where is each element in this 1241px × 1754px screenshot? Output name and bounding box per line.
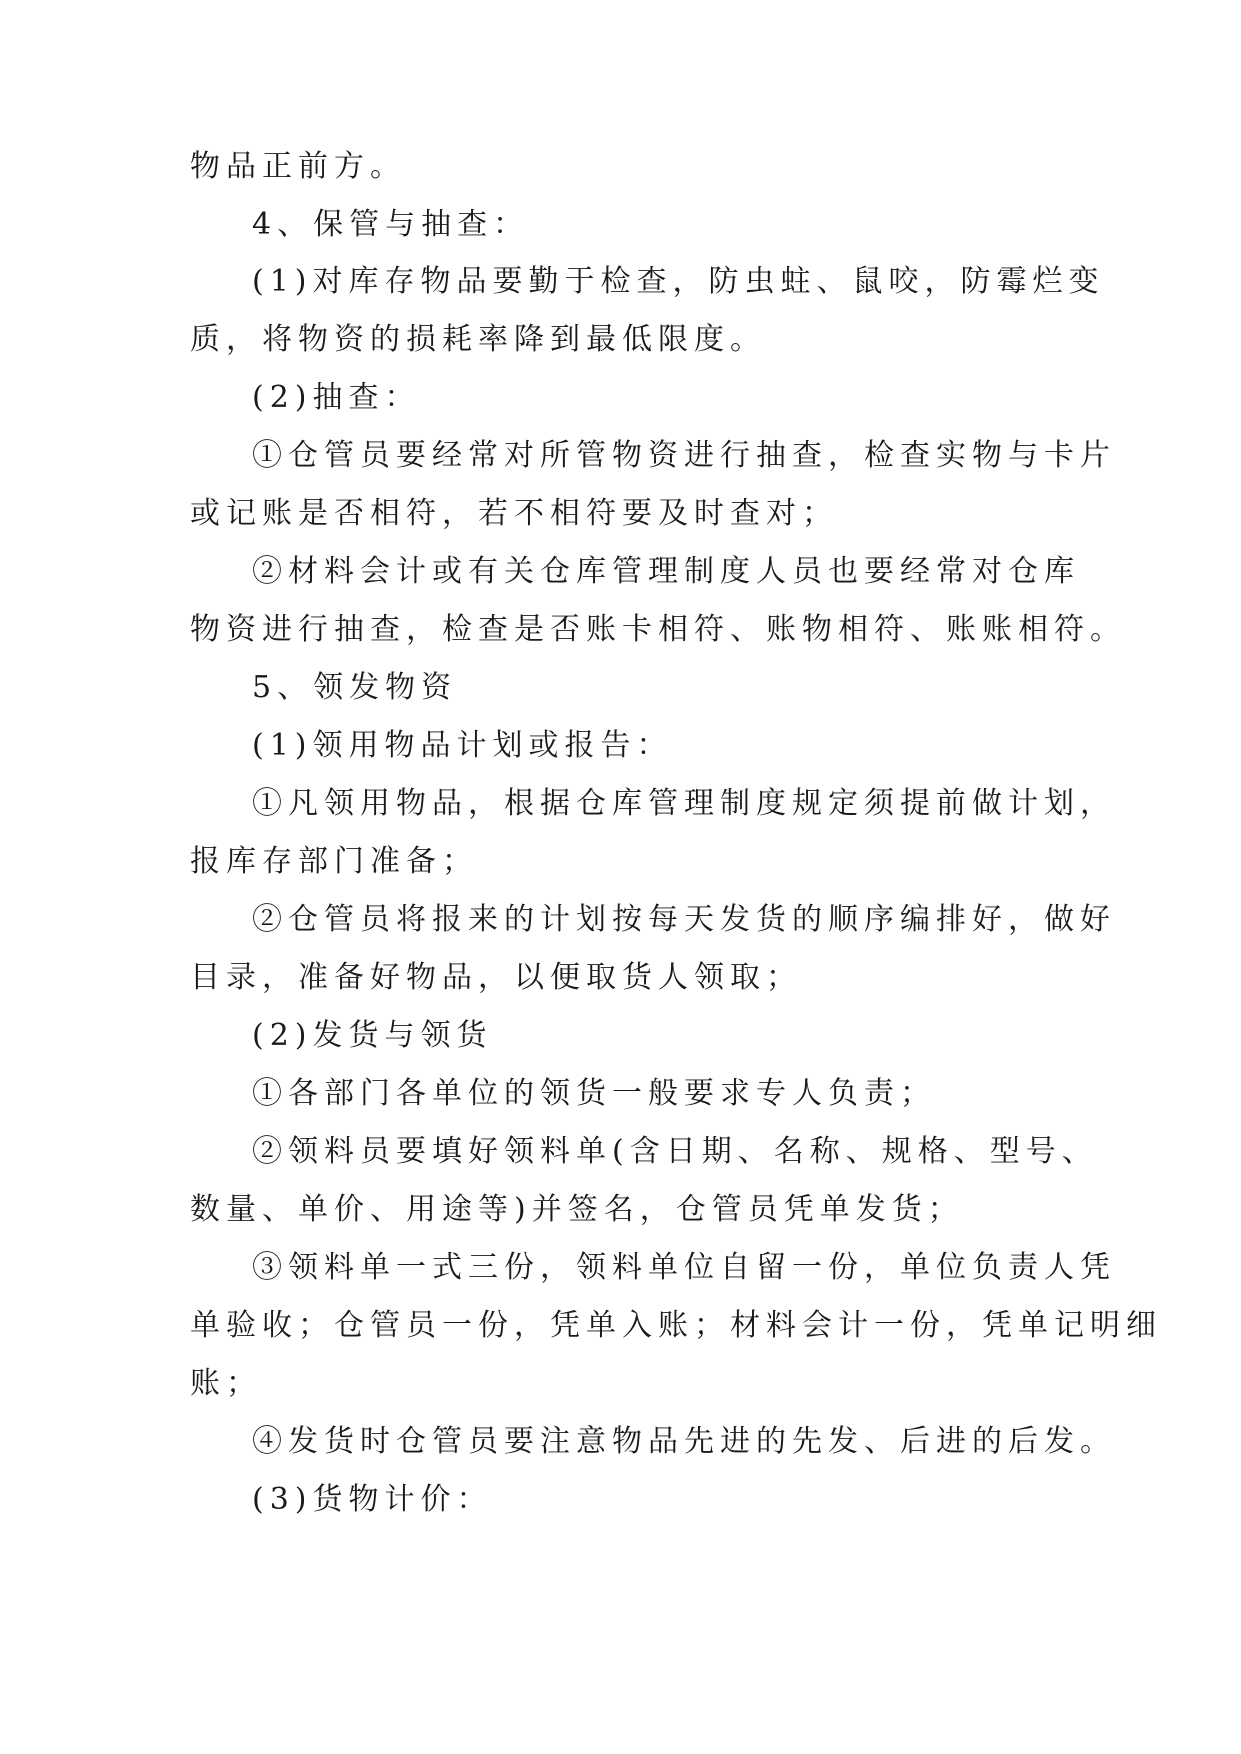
text-line: ③领料单一式三份，领料单位自留一份，单位负责人凭 <box>252 1250 1116 1285</box>
text-line: 报库存部门准备； <box>190 844 478 879</box>
text-line: 账； <box>190 1366 262 1401</box>
text-line: ②领料员要填好领料单(含日期、名称、规格、型号、 <box>252 1134 1098 1169</box>
text-line: 单验收；仓管员一份，凭单入账；材料会计一份，凭单记明细 <box>190 1308 1162 1343</box>
text-line: 物品正前方。 <box>190 149 406 184</box>
text-line: ②材料会计或有关仓库管理制度人员也要经常对仓库 <box>252 554 1080 589</box>
text-line: ④发货时仓管员要注意物品先进的先发、后进的后发。 <box>252 1424 1116 1459</box>
text-line: 物资进行抽查，检查是否账卡相符、账物相符、账账相符。 <box>190 612 1126 647</box>
subheading: (2)发货与领货 <box>252 1018 493 1053</box>
section-heading: 4、保管与抽查： <box>252 207 530 242</box>
text-line: ①仓管员要经常对所管物资进行抽查，检查实物与卡片 <box>252 438 1116 473</box>
text-line: ②仓管员将报来的计划按每天发货的顺序编排好，做好 <box>252 902 1116 937</box>
text-line: 目录，准备好物品，以便取货人领取； <box>190 960 802 995</box>
section-heading: 5、领发物资 <box>252 670 458 705</box>
text-line: ①凡领用物品，根据仓库管理制度规定须提前做计划， <box>252 786 1116 821</box>
subheading: (3)货物计价： <box>252 1482 493 1517</box>
subheading: (1)领用物品计划或报告： <box>252 728 673 763</box>
text-line: (1)对库存物品要勤于检查，防虫蛀、鼠咬，防霉烂变 <box>252 264 1105 299</box>
text-line: 数量、单价、用途等)并签名，仓管员凭单发货； <box>190 1192 964 1227</box>
text-line: 质，将物资的损耗率降到最低限度。 <box>190 322 766 357</box>
subheading: (2)抽查： <box>252 380 421 415</box>
text-line: ①各部门各单位的领货一般要求专人负责； <box>252 1076 936 1111</box>
text-line: 或记账是否相符，若不相符要及时查对； <box>190 496 838 531</box>
